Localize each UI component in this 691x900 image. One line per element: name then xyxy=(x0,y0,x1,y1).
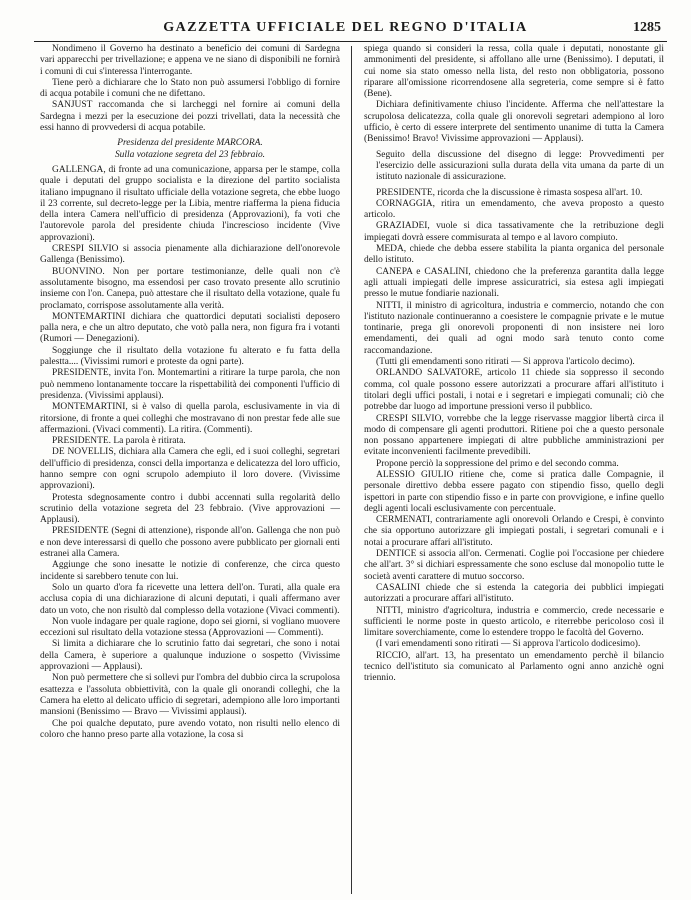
paragraph: NITTI, il ministro di agricoltura, industria e commercio, notando che con l'istituto nazionale continueranno a coesistere le compagnie private e le mutue tontinarie, prega gli onorevoli proponenti di non insistere nei loro emendamenti, dei quali ad ogni modo sarà tenuto conto come raccomandazione. xyxy=(364,300,664,356)
paragraph: Protesta sdegnosamente contro i dubbi accennati sulla regolarità dello scrutinio della votazione segreta del 23 febbraio. (Vive approvazioni — Applausi). xyxy=(40,492,340,526)
paragraph: PRESIDENTE, invita l'on. Montemartini a ritirare la turpe parola, che non può nemmeno lontanamente toccare la rispettabilità dei componenti l'ufficio di presidenza. (Vivissimi applausi). xyxy=(40,368,340,401)
paragraph: PRESIDENTE, ricorda che la discussione è rimasta sospesa all'art. 10. xyxy=(376,187,643,198)
paragraph: Non può permettere che si sollevi pur l'ombra del dubbio circa la scrupolosa esattezza e l'assoluta obbiettività, con la quale gli onorandi colleghi, che la Camera ha eletto al delicato ufficio di segretari, adempiono alle loro importanti mansioni (Benissimo — Bravo — Vivissimi applausi). xyxy=(40,673,340,718)
paragraph: spiega quando si consideri la ressa, colla quale i deputati, nonostante gli ammonimenti del presidente, si affollano alle urne (Benissimo). I deputati, il cui nome sia stato omesso nella lista, del resto non obbligatoria, possono riparare all'omissione ricorrendosene alla segreteria, come sempre si è fatto (Bene). xyxy=(364,44,664,100)
paragraph: PRESIDENTE (Segni di attenzione), risponde all'on. Gallenga che non può e non deve interessarsi di quello che possono avere pubblicato per giornali enti estranei alla Camera. xyxy=(40,526,340,560)
paragraph: MONTEMARTINI, si è valso di quella parola, esclusivamente in via di ritorsione, di fronte a quei colleghi che mostravano di non prestar fede alle sue affermazioni. (Vivaci commenti). La ritira. (Commenti). xyxy=(40,402,340,435)
paragraph: Seguito della discussione del disegno di legge: Provvedimenti per l'esercizio delle assicurazioni sulla durata della vita umana da parte di un istituto nazionale di assicurazione. xyxy=(376,149,664,183)
paragraph: GALLENGA, di fronte ad una comunicazione, apparsa per le stampe, colla quale i deputati del gruppo socialista e la direzione del partito socialista italiano impugnano il risultato ufficiale della votazione segreta, che ebbe luogo il 23 corrente, sul decreto-legge per la Libia, mentre riafferma la piena fiducia della intera Camera nell'ufficio di presidenza (Approvazioni), fa voti che l'autorevole parola del presidente chiuda l'increscioso incidente (Vive approvazioni). xyxy=(40,164,340,243)
paragraph: Non vuole indagare per quale ragione, dopo sei giorni, si vogliano muovere eccezioni sul risultato della votazione stessa (Approvazioni — Commenti). xyxy=(40,616,340,639)
paragraph: Che poi qualche deputato, pure avendo votato, non risulti nello elenco di coloro che hanno preso parte alla votazione, la cosa si xyxy=(40,718,340,740)
paragraph: Propone perciò la soppressione del primo e del secondo comma. xyxy=(376,458,619,469)
left-column xyxy=(40,44,340,896)
paragraph: MEDA, chiede che debba essere stabilita la pianta organica del personale dello istituto. xyxy=(364,244,664,266)
header-rule xyxy=(34,41,667,42)
paragraph: Solo un quarto d'ora fa ricevette una lettera dell'on. Turati, alla quale era acclusa copia di una dichiarazione di alcuni deputati, i quali affermano aver dato un voto, che non risultò dal complesso della votazione (Vivaci commenti). xyxy=(40,582,340,616)
paragraph: ALESSIO GIULIO ritiene che, come si pratica dalle Compagnie, il personale direttivo debba essere pagato con stipendio fisso, quello degli ispettori in parte con stipendio fisso e in parte con provvigione, e infine quello degli agenti locali esclusivamente con percentuale. xyxy=(364,469,664,514)
paragraph: SANJUST raccomanda che si larcheggi nel fornire ai comuni della Sardegna i mezzi per la esecuzione dei pozzi trivellati, data la necessità che essi hanno di provvedersi di acqua potabile. xyxy=(40,100,340,134)
paragraph: Si limita a dichiarare che lo scrutinio fatto dai segretari, che sono i notai della Camera, è superiore a qualunque induzione o sospetto (Vivissime approvazioni — Applausi). xyxy=(40,639,340,673)
page-header xyxy=(0,20,691,40)
paragraph: ORLANDO SALVATORE, articolo 11 chiede sia soppresso il secondo comma, col quale possono essere autorizzati a procurare affari all'istituto i titolari degli uffici postali, i notai e i segretari e impiegati comunali; ciò che potrebbe dar luogo ad importune pressioni verso il pubblico. xyxy=(364,368,664,413)
page-number: 1285 xyxy=(633,20,661,35)
paragraph: (I vari emendamenti sono ritirati — Si approva l'articolo dodicesimo). xyxy=(376,639,641,650)
paragraph: DE NOVELLIS, dichiara alla Camera che egli, ed i suoi colleghi, segretari dell'ufficio di presidenza, consci della importanza e delicatezza del loro ufficio, hanno sempre con ogni scrupolo adempiuto il loro dovere. (Vivissime approvazioni). xyxy=(40,447,340,492)
paragraph: BUONVINO. Non per portare testimonianze, delle quali non c'è assolutamente bisogno, ma essendosi per caso trovato presente allo scrutinio insieme con l'on. Canepa, può attestare che il risultato della votazione, quale fu proclamato, corrispose assolutamente alla verità. xyxy=(40,266,340,311)
paragraph: Presidenza del presidente MARCORA. xyxy=(117,138,263,149)
paragraph: CRESPI SILVIO, vorrebbe che la legge riservasse maggior libertà circa il modo di compensare gli agenti produttori. Ritiene poi che a questo personale non possano appartenere impiegati di altre pubbliche amministrazioni per evitate inconvenienti facilmente prevedibili. xyxy=(364,413,664,458)
paragraph: CRESPI SILVIO si associa pienamente alla dichiarazione dell'onorevole Gallenga (Benissimo). xyxy=(40,244,340,266)
paragraph: Sulla votazione segreta del 23 febbraio. xyxy=(114,149,266,160)
paragraph: DENTICE si associa all'on. Cermenati. Coglie poi l'occasione per chiedere che all'art. 3° si dichiari espressamente che sono escluse dal monopolio tutte le società aventi carattere di mutuo soccorso. xyxy=(364,549,664,582)
paragraph: CANEPA e CASALINI, chiedono che la preferenza garantita dalla legge agli attuali impiegati delle imprese assicuratrici, sia estesa agli impiegati presso le mutue fondiarie nazionali. xyxy=(364,266,664,300)
paragraph: (Tutti gli emendamenti sono ritirati — Si approva l'articolo decimo). xyxy=(376,357,635,368)
paragraph: GRAZIADEI, vuole si dica tassativamente che la retribuzione degli impiegati dovrà essere commisurata al tempo e al lavoro compiuto. xyxy=(364,221,664,243)
paragraph: Tiene però a dichiarare che lo Stato non può assumersi l'obbligo di fornire di acqua potabile i comuni che ne difettano. xyxy=(40,77,340,100)
paragraph: CERMENATI, contrariamente agli onorevoli Orlando e Crespi, è convinto che sia opportuno autorizzare gli impiegati postali, i segretari comunali e i notai a procurare affari all'istituto. xyxy=(364,515,664,548)
paragraph: Soggiunge che il risultato della votazione fu alterato e fu fatta della palestta.... (Vivissimi rumori e proteste da ogni parte). xyxy=(40,345,340,368)
column-divider xyxy=(351,46,352,894)
paragraph: PRESIDENTE. La parola è ritirata. xyxy=(52,436,186,447)
right-column xyxy=(364,44,664,896)
gazette-title: GAZZETTA UFFICIALE DEL REGNO D'ITALIA xyxy=(163,20,528,35)
paragraph: CORNAGGIA, ritira un emendamento, che aveva proposto a questo articolo. xyxy=(364,198,664,221)
paragraph: NITTI, ministro d'agricoltura, industria e commercio, crede necessarie e sufficienti le norme poste in questo articolo, e riterrebbe pericoloso così il limitare soverchiamente, come lo estendere troppo le facoltà del Governo. xyxy=(364,605,664,639)
paragraph: RICCIO, all'art. 13, ha presentato un emendamento perchè il bilancio tecnico dell'istituto sia comunicato al Parlamento ogni anno anzichè ogni triennio. xyxy=(364,650,664,684)
paragraph: Aggiunge che sono inesatte le notizie di conferenze, che circa questo incidente si sarebbero tenute con lui. xyxy=(40,560,340,582)
paragraph: CASALINI chiede che si estenda la categoria dei pubblici impiegati autorizzati a procurare affari all'istituto. xyxy=(364,582,664,605)
paragraph: Nondimeno il Governo ha destinato a beneficio dei comuni di Sardegna vari apparecchi per trivellazione; e appena ve ne siano di disponibili ne fornirà i comuni di cui s'interessa l'interrogante. xyxy=(40,44,340,77)
paragraph: Dichiara definitivamente chiuso l'incidente. Afferma che nell'attestare la scrupolosa delicatezza, colla quale gli onorevoli segretari adempiono al loro ufficio, è certo di essere interprete del sentimento unanime di tutta la Camera (Benissimo! Bravo! Vivissime approvazioni — Applausi). xyxy=(364,100,664,145)
paragraph: MONTEMARTINI dichiara che quattordici deputati socialisti deposero palla nera, e che un altro deputato, che votò palla nera, non figura fra i votanti (Rumori — Denegazioni). xyxy=(40,311,340,345)
